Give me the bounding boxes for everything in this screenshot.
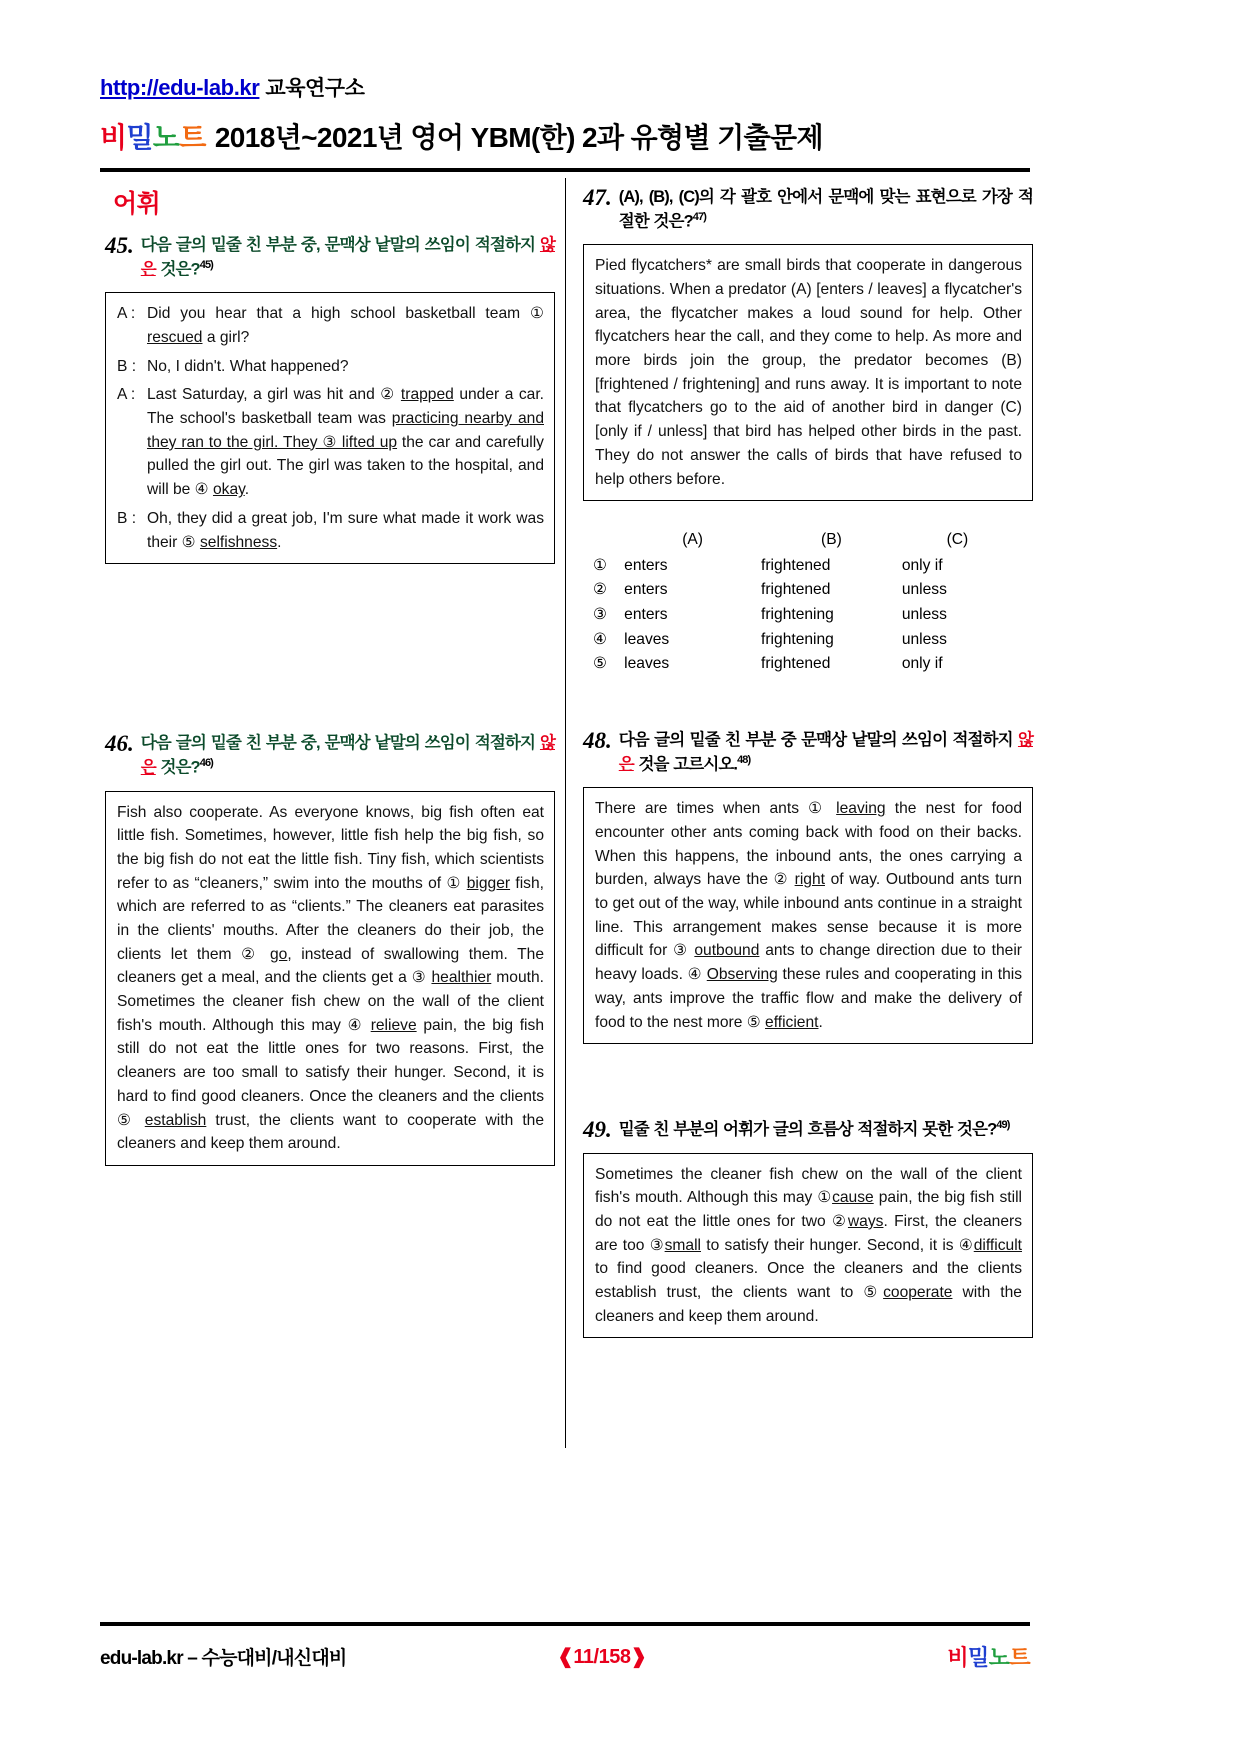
passage-paragraph bbox=[595, 1163, 1022, 1329]
question-48-prompt-part-2: 것을 고르시오. bbox=[633, 755, 738, 774]
dialogue-text-seg: under a car. The school's basketball team was bbox=[147, 386, 545, 428]
dialogue-line bbox=[117, 302, 544, 349]
underlined-choice-3: healthier bbox=[431, 969, 492, 987]
underlined-choice-2: ways bbox=[847, 1212, 884, 1230]
underlined-choice-1: cause bbox=[832, 1189, 874, 1207]
dialogue-text-seg: Did you hear that a high school basketball team ① bbox=[147, 305, 544, 323]
question-48-negation: 않은 bbox=[618, 730, 1033, 774]
column-divider-rule bbox=[565, 178, 566, 1448]
underlined-choice-5: establish bbox=[144, 1111, 207, 1129]
underlined-choice-3: small bbox=[664, 1236, 701, 1254]
question-46-heading bbox=[105, 732, 555, 780]
question-49-number: 49. bbox=[583, 1117, 612, 1143]
site-suffix-label: 교육연구소 bbox=[265, 77, 365, 100]
dialogue-text: No, I didn't. What happened? bbox=[147, 357, 349, 375]
question-48-footnote-marker: 48) bbox=[737, 753, 751, 766]
page-header bbox=[100, 72, 1030, 156]
question-49-heading bbox=[583, 1118, 1033, 1142]
choice-2-value-b: frightened bbox=[761, 581, 831, 599]
dialogue-text-seg: Oh, they did a great job, I'm sure what made it work was their ⑤ bbox=[147, 509, 544, 551]
passage-seg: mouth. Sometimes the cleaner fish chew on the wall of the client fish's mouth. Although this may ④ bbox=[117, 969, 544, 1034]
choice-row-1[interactable] bbox=[593, 554, 1013, 579]
choice-5-value-a: leaves bbox=[624, 655, 670, 673]
passage-seg: the nest for food encounter other ants coming back with food on their backs. When this happens, the inbound ants, the ones carrying a burden, always have the ② bbox=[595, 800, 1022, 889]
question-45-number: 45. bbox=[105, 233, 134, 258]
passage-paragraph bbox=[595, 797, 1022, 1034]
question-49-footnote-marker: 49) bbox=[996, 1119, 1010, 1132]
passage-seg: . First, the cleaners are too ③ bbox=[595, 1212, 1023, 1254]
dialogue-text bbox=[147, 302, 544, 349]
question-45-heading bbox=[105, 234, 555, 282]
passage-seg-static: satisfy their hunger. Second, it is ④ bbox=[724, 1236, 974, 1254]
footer-divider-rule bbox=[100, 1622, 1030, 1626]
question-45-footnote-marker: 45) bbox=[199, 258, 213, 271]
question-46-prompt-part-2: 것은? bbox=[155, 758, 200, 777]
question-49 bbox=[583, 1118, 1033, 1338]
question-45-passage-box bbox=[105, 292, 555, 564]
underlined-choice-4: okay bbox=[212, 481, 245, 499]
footer-site-label: edu-lab.kr – 수능대비/내신대비 bbox=[100, 1647, 347, 1669]
choice-column-header-a: (A) bbox=[682, 531, 703, 549]
dialogue-line bbox=[117, 355, 544, 379]
underlined-choice-4: difficult bbox=[973, 1236, 1022, 1254]
question-48 bbox=[583, 729, 1033, 1044]
brand-logo-char-2: 밀 bbox=[126, 122, 153, 153]
passage-seg: to bbox=[701, 1236, 725, 1254]
site-url-link[interactable]: http://edu-lab.kr bbox=[100, 75, 260, 100]
question-47-number: 47. bbox=[583, 185, 612, 210]
passage-seg: pain, the big fish still do not eat the little ones for two reasons. First, the cleaners are too small to satisfy their hunger. Second, it is hard to find good cleaners. Once the cleaners and the clients ⑤ bbox=[117, 1016, 544, 1129]
dialogue-speaker: A : bbox=[117, 386, 136, 404]
passage-seg: Fish also cooperate. As everyone knows, big fish often eat little fish. Sometimes, however, little fish help the big fish, so the big fish do not eat the little fish. Tiny fish, which scientists refer to as “cleaners,” swim into the mouths of ① bbox=[117, 803, 544, 892]
choice-3-value-b: frightening bbox=[761, 606, 834, 624]
question-46 bbox=[105, 732, 555, 1166]
underlined-choice-1: bigger bbox=[466, 874, 511, 892]
question-46-footnote-marker: 46) bbox=[199, 757, 213, 770]
choice-5-value-c: only if bbox=[901, 655, 943, 673]
dialogue-text-seg: a girl? bbox=[202, 329, 250, 347]
page-title bbox=[100, 116, 1030, 156]
section-title-vocabulary: 어휘 bbox=[113, 190, 161, 218]
question-45 bbox=[105, 234, 555, 564]
dialogue-speaker: B : bbox=[117, 357, 137, 375]
choice-number-3: ③ bbox=[593, 606, 607, 624]
dialogue-text-seg: . bbox=[277, 533, 282, 551]
choice-4-value-a: leaves bbox=[624, 630, 670, 648]
choice-1-value-a: enters bbox=[624, 556, 668, 574]
choice-number-1: ① bbox=[593, 556, 607, 574]
choice-column-header-c: (C) bbox=[946, 531, 969, 549]
passage-seg: fish, which are referred to as “clients.” The cleaners eat parasites in the clients' mouths. After the cleaners do their job, the clients let them ② bbox=[117, 874, 544, 963]
right-column bbox=[583, 178, 1033, 1338]
question-47-passage-box bbox=[583, 244, 1033, 501]
underlined-choice-4: relieve bbox=[370, 1016, 417, 1034]
passage-seg: There are times when ants ① bbox=[595, 800, 837, 818]
underlined-choice-5: selfishness bbox=[199, 533, 278, 551]
dialogue-speaker: B : bbox=[117, 509, 137, 527]
choice-number-5: ⑤ bbox=[593, 655, 607, 673]
passage-seg: . bbox=[818, 1013, 823, 1031]
choice-4-value-b: frightening bbox=[761, 630, 834, 648]
site-line bbox=[100, 72, 1030, 102]
choice-column-header-b: (B) bbox=[821, 531, 842, 549]
underlined-choice-1: rescued bbox=[147, 329, 203, 347]
choice-3-value-a: enters bbox=[624, 606, 668, 624]
dialogue-speaker: A : bbox=[117, 305, 136, 323]
dialogue-text-seg: Last Saturday, a girl was hit and ② bbox=[147, 386, 401, 404]
question-49-prompt-text: 밑줄 친 부분의 어휘가 글의 흐름상 적절하지 못한 것은? bbox=[618, 1120, 997, 1139]
passage-seg: these rules and cooperating in this way, ants improve the traffic flow and make the delivery of food to the nest more ⑤ bbox=[595, 966, 1022, 1031]
choice-row-3[interactable] bbox=[593, 603, 1013, 628]
brand-logo-char-4: 트 bbox=[179, 122, 206, 153]
choice-3-value-c: unless bbox=[901, 606, 947, 624]
passage-paragraph bbox=[117, 801, 544, 1156]
underlined-choice-5: cooperate bbox=[883, 1284, 953, 1302]
footer-logo-char-1: 비 bbox=[947, 1644, 969, 1670]
choice-4-value-c: unless bbox=[901, 630, 947, 648]
choice-number-4: ④ bbox=[593, 630, 607, 648]
choice-1-value-c: only if bbox=[901, 556, 943, 574]
question-47-heading bbox=[583, 186, 1033, 234]
question-48-number: 48. bbox=[583, 727, 612, 753]
dialogue-text bbox=[147, 507, 544, 554]
question-48-heading bbox=[583, 729, 1033, 777]
choice-number-2: ② bbox=[593, 581, 607, 599]
question-46-prompt-part-1: 다음 글의 밑줄 친 부분 중, 문맥상 낱말의 쓰임이 적절하지 bbox=[140, 734, 540, 753]
page-title-text: 2018년~2021년 영어 YBM(한) 2과 유형별 기출문제 bbox=[214, 122, 823, 153]
choice-2-value-a: enters bbox=[624, 581, 668, 599]
passage-seg: pain, the big fish still do not eat the little ones for two ② bbox=[595, 1189, 1022, 1230]
question-45-prompt bbox=[141, 234, 555, 282]
question-47 bbox=[583, 186, 1033, 677]
underlined-choice-2: trapped bbox=[400, 386, 454, 404]
footer-page-number: ❰11/158❱ bbox=[557, 1645, 647, 1668]
choice-row-5[interactable] bbox=[593, 652, 1013, 677]
footer-logo-char-4: 트 bbox=[1009, 1644, 1030, 1670]
passage-seg: to find good cleaners. Once the cleaners and the clients establish trust, the clients want to ⑤ bbox=[595, 1260, 1022, 1302]
question-47-prompt-text: (A), (B), (C)의 각 괄호 안에서 문맥에 맞는 표현으로 가장 적절한 것은? bbox=[618, 188, 1033, 231]
passage-seg: , instead of swallowing them. The cleaners get a meal, and the clients get a ③ bbox=[117, 945, 544, 987]
passage-seg: ants to change direction due to their heavy loads. ④ bbox=[595, 942, 1022, 984]
question-49-passage-box bbox=[583, 1153, 1033, 1339]
dialogue-text bbox=[147, 383, 544, 501]
choice-row-2[interactable] bbox=[593, 578, 1013, 603]
passage-paragraph: Pied flycatchers* are small birds that cooperate in dangerous situations. When a predator (A) [enters / leaves] a flycatcher's area, the flycatcher makes a loud sound for help. Other flycatchers hear the call, and they come to help. As more and more birds join the group, the predator becomes (B) [frightened / frightening] and runs away. It is important to note that flycatchers go to the aid of another bird in danger (C) [only if / unless] that bird has helped other birds in the past. They do not answer the calls of birds that have refused to help others before. bbox=[595, 257, 1022, 488]
question-46-number: 46. bbox=[105, 731, 134, 757]
question-47-footnote-marker: 47) bbox=[692, 210, 706, 223]
header-divider-rule bbox=[100, 168, 1030, 172]
question-47-prompt bbox=[619, 186, 1033, 234]
dialogue-line bbox=[117, 507, 544, 554]
choice-row-4[interactable] bbox=[593, 628, 1013, 653]
choice-5-value-b: frightened bbox=[761, 655, 831, 673]
passage-seg: of way. Outbound ants turn to get out of the way, while inbound ants continue in a straight line. This arrangement makes sense because it is more difficult for ③ bbox=[595, 871, 1022, 960]
question-47-choice-table bbox=[593, 527, 1013, 677]
question-48-prompt bbox=[619, 729, 1033, 777]
left-column bbox=[105, 178, 555, 1166]
passage-seg: with the cleaners and keep them around. bbox=[595, 1284, 1022, 1325]
question-46-negation: 않은 bbox=[140, 734, 555, 777]
page-footer bbox=[100, 1636, 1030, 1676]
underlined-choice-3: outbound bbox=[694, 942, 760, 960]
question-45-prompt-part-2: 것은? bbox=[155, 260, 200, 279]
dialogue-line bbox=[117, 383, 544, 501]
choice-2-value-c: unless bbox=[901, 581, 947, 599]
question-46-passage-box bbox=[105, 791, 555, 1166]
passage-seg: Sometimes the cleaner fish chew on the wall of the client fish's mouth. Although this may ① bbox=[595, 1165, 1022, 1207]
question-45-prompt-part-1: 다음 글의 밑줄 친 부분 중, 문맥상 낱말의 쓰임이 적절하지 bbox=[140, 236, 540, 254]
choice-table-spacer bbox=[593, 527, 624, 554]
underlined-choice-2: right bbox=[794, 871, 825, 889]
underlined-choice-4: Observing bbox=[706, 966, 778, 984]
choice-1-value-b: frightened bbox=[761, 556, 831, 574]
footer-logo-char-2: 밀 bbox=[968, 1644, 989, 1670]
brand-logo-char-1: 비 bbox=[100, 122, 127, 153]
dialogue-text-seg: the car and carefully pulled the girl out. The girl was taken to the hospital, and will be ④ bbox=[147, 433, 544, 499]
question-48-passage-box bbox=[583, 787, 1033, 1044]
question-45-negation: 않은 bbox=[140, 236, 555, 279]
passage-seg: trust, the clients want to cooperate with the cleaners and keep them around. bbox=[117, 1111, 545, 1153]
question-49-prompt bbox=[619, 1118, 1033, 1142]
brand-logo-char-3: 노 bbox=[152, 122, 180, 153]
dialogue-text-seg: . bbox=[244, 481, 250, 499]
question-46-prompt bbox=[141, 732, 555, 780]
underlined-choice-3: practicing nearby and they ran to the girl. They ③ lifted up bbox=[147, 410, 544, 451]
footer-brand-logo bbox=[947, 1641, 1030, 1672]
choice-table-header-row bbox=[593, 527, 1013, 554]
question-48-prompt-part-1: 다음 글의 밑줄 친 부분 중 문맥상 낱말의 쓰임이 적절하지 bbox=[618, 730, 1018, 749]
footer-logo-char-3: 노 bbox=[988, 1644, 1010, 1670]
underlined-choice-5: efficient bbox=[765, 1013, 819, 1031]
underlined-choice-2: go bbox=[270, 945, 288, 963]
underlined-choice-1: leaving bbox=[836, 800, 886, 818]
